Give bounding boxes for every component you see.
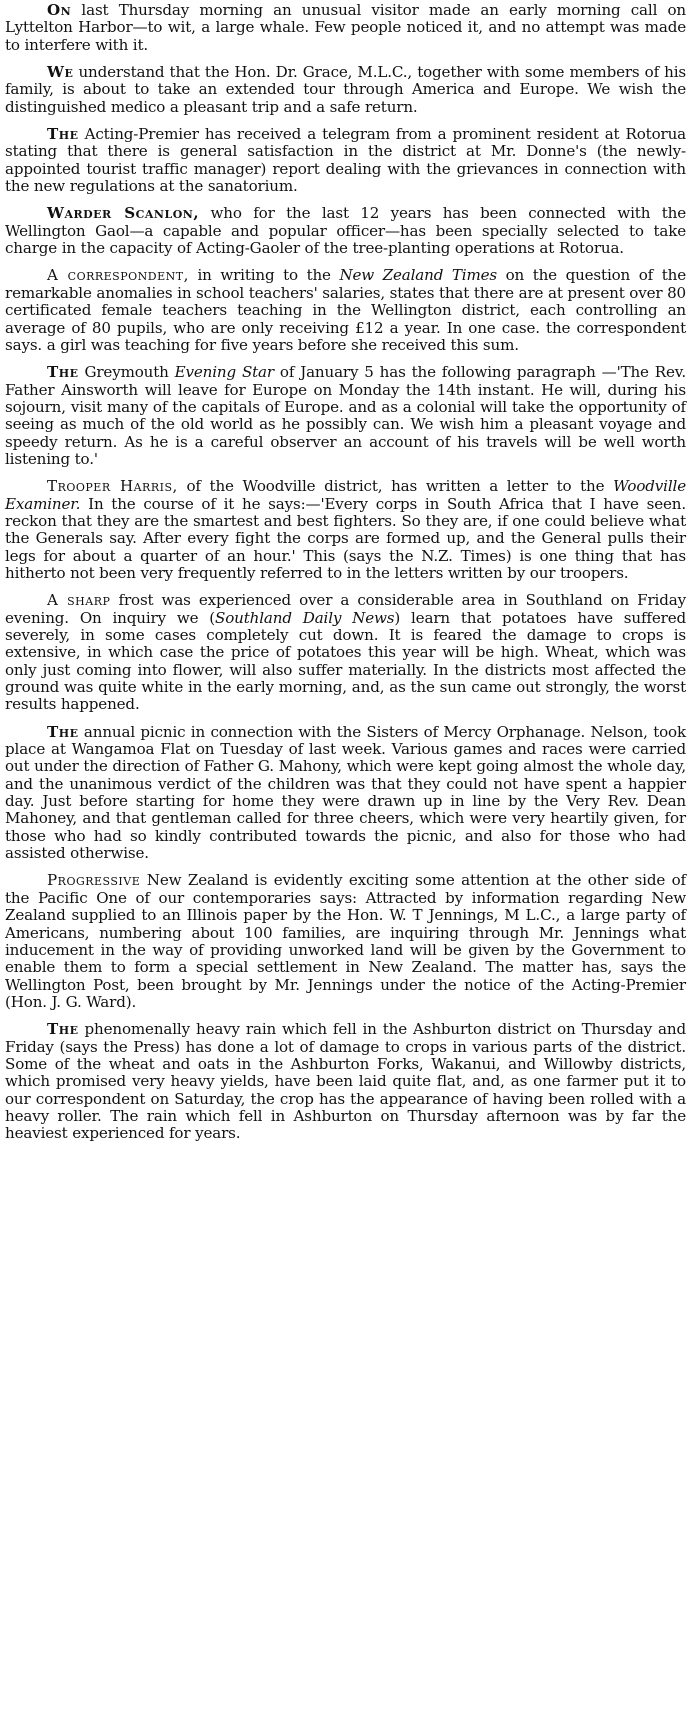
paragraph-teachers-salaries: [5, 267, 686, 354]
paragraph-text: In the course of it he says:—'Every corps in South Africa that I have seen. reckon that they are the smartest and best fighters. So they are, if one could believe what the Generals say. After every fight the corps are formed up, and the General pulls their legs for about a quarter of an hour.' This (says the N.Z. Times) is one thing that has hitherto not been very frequently referred to in the letters written by our troopers.: [5, 494, 686, 582]
paragraph-trooper-harris: [5, 478, 686, 582]
paragraph-rotorua-telegram: [5, 126, 686, 195]
news-column: [5, 2, 686, 1153]
lead-word: A sharp: [47, 591, 111, 610]
paragraph-southland-frost: [5, 592, 686, 713]
lead-word: We: [47, 63, 74, 82]
newspaper-title: New Zealand Times: [339, 266, 497, 285]
lead-word: Progressive: [47, 871, 141, 890]
paragraph-text: on the question of the remarkable anomalies in school teachers' salaries, states that there are at present over 80 certificated female teachers teaching in the Wellington district, each controlling an average of 80 pupils, who are only receiving £12 a year. In one case. the correspondent says. a girl was teaching for five years before she received this sum.: [5, 266, 686, 354]
paragraph-text: New Zealand is evidently exciting some attention at the other side of the Pacific One of our contemporaries says: Attracted by information regarding New Zealand supplied to an Illinois paper by the Hon. W. T Jennings, M L.C., a large party of Americans, numbering about 100 families, are inquiring through Mr. Jennings what inducement in the way of providing unworked land will be given by the Government to enable them to form a special settlement in New Zealand. The matter has, says the Wellington Post, been brought by Mr. Jennings under the notice of the Acting-Premier (Hon. J. G. Ward).: [5, 871, 686, 1011]
paragraph-text-pre: frost was experienced over a considerable area in Southland on Friday evening. On inquiry we (: [5, 591, 686, 627]
lead-word: The: [47, 1020, 79, 1039]
paragraph-text: Acting-Premier has received a telegram from a prominent resident at Rotorua stating that there is general satisfaction in the district at Mr. Donne's (the newly-appointed tourist traffic manager) report dealing with the grievances in connection with the new regulations at the sanatorium.: [5, 125, 686, 196]
lead-word: On: [47, 1, 72, 19]
paragraph-text: last Thursday morning an unusual visitor made an early morning call on Lyttelton Harbor—to wit, a large whale. Few people noticed it, and no attempt was made to interfere with it.: [5, 1, 686, 54]
paragraph-father-ainsworth: [5, 364, 686, 468]
paragraph-text: phenomenally heavy rain which fell in the Ashburton district on Thursday and Friday (says the Press) has done a lot of damage to crops in various parts of the district. Some of the wheat and oats in the Ashburton Forks, Wakanui, and Willowby districts, which promised very heavy yields, have been laid quite flat, and, as one farmer put it to our correspondent on Saturday, the crop has the appearance of having been rolled with a heavy roller. The rain which fell in Ashburton on Thursday afternoon was by far the heaviest experienced for years.: [5, 1020, 686, 1143]
newspaper-title: Southland Daily News: [215, 608, 395, 627]
paragraph-text: annual picnic in connection with the Sisters of Mercy Orphanage. Nelson, took place at Wangamoa Flat on Tuesday of last week. Various games and races were carried out under the direction of Father G. Mahony, which were kept going almost the whole day, and the unanimous verdict of the children was that they could not have spent a happier day. Just before starting for home they were drawn up in line by the Very Rev. Dean Mahoney, and that gentleman called for three cheers, which were very heartily given, for those who had so kindly contributed towards the picnic, and also for those who had assisted otherwise.: [5, 722, 686, 863]
paragraph-text-pre: Greymouth: [78, 363, 175, 382]
paragraph-text: who for the last 12 years has been connected with the Wellington Gaol—a capable and popular officer—has been specially selected to take charge in the capacity of Acting-Gaoler of the tree-planting operations at Rotorua.: [5, 204, 686, 258]
paragraph-text: of January 5 has the following paragraph —'The Rev. Father Ainsworth will leave for Europe on Monday the 14th instant. He will, during his sojourn, visit many of the capitals of Europe. and as a colonial will take the opportunity of seeing as much of the old world as he possibly can. We wish him a pleasant voyage and speedy return. As he is a careful observer an account of his travels will be well worth listening to.': [5, 363, 686, 468]
paragraph-ashburton-rain: [5, 1021, 686, 1142]
lead-word: The: [47, 125, 79, 144]
paragraph-american-settlers: [5, 872, 686, 1011]
paragraph-whale: [5, 2, 686, 54]
lead-word: Trooper Harris,: [47, 477, 178, 496]
paragraph-text-pre: of the Woodville district, has written a letter to the: [177, 477, 614, 496]
paragraph-orphanage-picnic: [5, 724, 686, 863]
paragraph-text-pre: in writing to the: [188, 266, 340, 285]
paragraph-text: ) learn that potatoes have suffered severely, in some cases completely cut down. It is feared the damage to crops is extensive, in which case the price of potatoes this year will be high. Wheat, which was only just coming into flower, will also suffer materially. In the districts most affected the ground was quite white in the early morning, and, as the sun came out strongly, the worst results happened.: [5, 608, 686, 714]
newspaper-title: Woodville Examiner.: [5, 477, 686, 513]
lead-word: Warder Scanlon,: [47, 204, 200, 223]
lead-word: A correspondent,: [47, 266, 189, 285]
paragraph-dr-grace: [5, 64, 686, 116]
lead-word: The: [47, 363, 79, 382]
newspaper-title: Evening Star: [174, 363, 274, 382]
lead-word: The: [47, 722, 79, 741]
paragraph-warder-scanlon: [5, 205, 686, 257]
paragraph-text: understand that the Hon. Dr. Grace, M.L.C., together with some members of his family, is about to take an extended tour through America and Europe. We wish the distinguished medico a pleasant trip and a safe return.: [5, 63, 686, 116]
